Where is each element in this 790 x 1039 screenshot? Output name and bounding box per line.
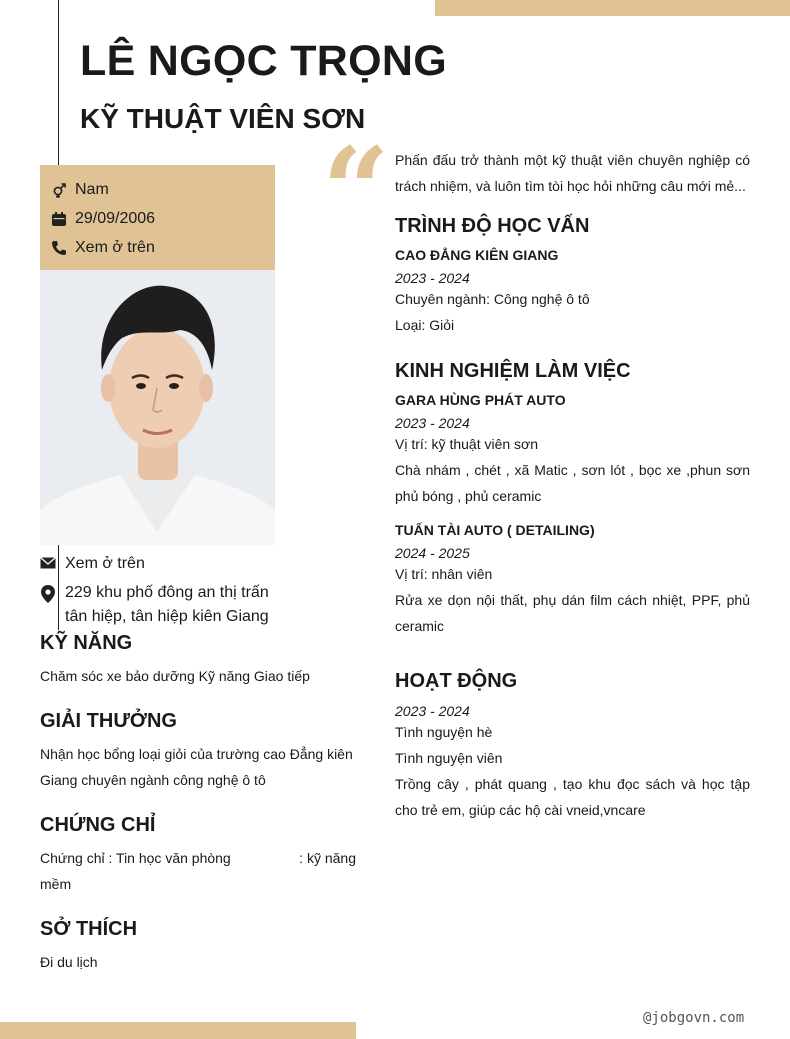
activities-title: HOẠT ĐỘNG <box>395 670 518 692</box>
activities-description: Trồng cây , phát quang , tạo khu đọc sách và học tập cho trẻ em, giúp các hộ cài vneid,vncare <box>395 776 750 818</box>
profile-photo <box>40 270 275 545</box>
experience-section <box>395 359 750 639</box>
education-title: TRÌNH ĐỘ HỌC VẤN <box>395 215 590 237</box>
email-row <box>40 552 145 576</box>
awards-line-1: Nhận học bổng loại giỏi của trường cao Đẳng kiên <box>40 746 353 762</box>
awards-line-2: Giang chuyên ngành công nghệ ô tô <box>40 772 266 788</box>
education-school: CAO ĐẲNG KIÊN GIANG <box>395 247 559 263</box>
hobbies-title: SỞ THÍCH <box>40 918 138 940</box>
location-icon <box>40 585 56 601</box>
objective-section <box>395 147 750 199</box>
activities-line-1: Tình nguyện hè <box>395 724 493 740</box>
gender-value: Nam <box>75 181 109 198</box>
certificates-line-1 <box>40 845 356 871</box>
hobbies-text: Đi du lịch <box>40 954 98 970</box>
address-line-1: 229 khu phố đông an thị trấn <box>65 584 269 601</box>
phone-value: Xem ở trên <box>75 239 155 256</box>
hobbies-section <box>40 917 356 975</box>
vertical-divider-top <box>58 0 59 165</box>
education-section <box>395 214 750 338</box>
experience-period: 2024 - 2025 <box>395 545 470 562</box>
email-value: Xem ở trên <box>65 555 145 572</box>
skills-text: Chăm sóc xe bảo dưỡng Kỹ năng Giao tiếp <box>40 668 310 684</box>
activities-section <box>395 669 750 823</box>
experience-item <box>395 521 750 639</box>
bottom-accent-bar <box>0 1022 356 1039</box>
experience-description: Chà nhám , chét , xã Matic , sơn lót , bọc xe ,phun sơn phủ bóng , phủ ceramic <box>395 462 750 505</box>
phone-icon <box>50 239 68 257</box>
personal-info-box <box>40 165 275 270</box>
certificates-title: CHỨNG CHỈ <box>40 814 156 836</box>
skills-title: KỸ NĂNG <box>40 632 133 654</box>
experience-company: GARA HÙNG PHÁT AUTO <box>395 392 566 408</box>
address-line-2: tân hiệp, tân hiệp kiên Giang <box>65 608 269 625</box>
certificates-left: Chứng chỉ : Tin học văn phòng <box>40 850 231 866</box>
address-row <box>40 581 269 629</box>
objective-text: Phấn đấu trở thành một kỹ thuật viên chuyên nghiệp có trách nhiệm, và luôn tìm tòi học hỏi những câu mới mẻ... <box>395 152 750 194</box>
skills-section <box>40 631 356 689</box>
experience-position: Vị trí: kỹ thuật viên sơn <box>395 436 539 453</box>
watermark-text: @jobgovn.com <box>643 1010 745 1026</box>
experience-title: KINH NGHIỆM LÀM VIỆC <box>395 360 631 382</box>
education-grade: Loại: Giỏi <box>395 317 455 334</box>
email-icon <box>40 556 56 572</box>
birthday-row <box>50 210 155 228</box>
education-major: Chuyên ngành: Công nghệ ô tô <box>395 291 590 308</box>
experience-item <box>395 391 750 509</box>
activities-period: 2023 - 2024 <box>395 703 470 719</box>
experience-period: 2023 - 2024 <box>395 415 470 432</box>
candidate-name: LÊ NGỌC TRỌNG <box>80 37 448 85</box>
calendar-icon <box>50 210 68 228</box>
experience-position: Vị trí: nhân viên <box>395 566 493 583</box>
experience-company: TUẤN TÀI AUTO ( DETAILING) <box>395 522 595 539</box>
job-title: KỸ THUẬT VIÊN SƠN <box>80 103 366 134</box>
quote-icon: “ <box>322 121 390 260</box>
education-period: 2023 - 2024 <box>395 270 470 287</box>
gender-icon <box>50 181 68 199</box>
activities-line-2: Tình nguyện viên <box>395 750 503 766</box>
gender-row <box>50 181 109 199</box>
certificates-section <box>40 813 356 897</box>
certificates-line-2: mềm <box>40 876 72 892</box>
awards-title: GIẢI THƯỞNG <box>40 710 177 732</box>
phone-row <box>50 239 155 257</box>
awards-section <box>40 709 356 793</box>
birthday-value: 29/09/2006 <box>75 210 156 227</box>
experience-description: Rửa xe dọn nội thất, phụ dán film cách nhiệt, PPF, phủ ceramic <box>395 592 750 635</box>
certificates-right: : kỹ năng <box>299 850 356 866</box>
top-accent-bar <box>435 0 790 16</box>
